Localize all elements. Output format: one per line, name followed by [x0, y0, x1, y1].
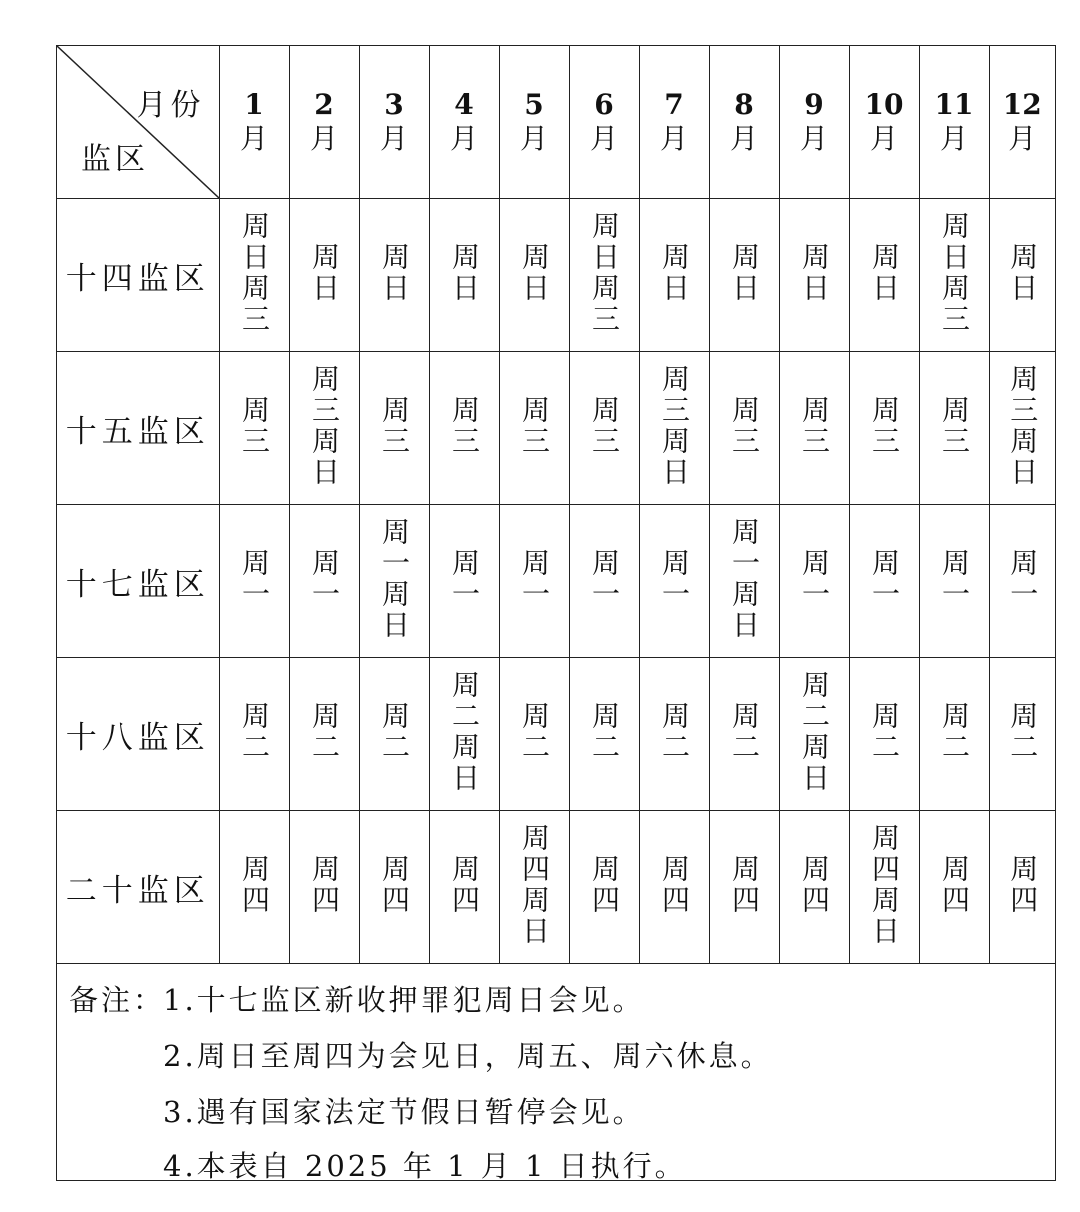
- note-item: 2.周日至周四为会见日，周五、周六休息。: [163, 1039, 773, 1073]
- day-text: 周日: [1006, 242, 1040, 304]
- day-cell: [709, 505, 779, 658]
- day-cell: [989, 658, 1055, 811]
- month-number: 6: [594, 88, 614, 121]
- day-cell: [779, 658, 849, 811]
- day-cell: [499, 199, 569, 352]
- day-text: 周一: [1006, 548, 1040, 610]
- day-cell: [359, 811, 429, 964]
- day-cell: [989, 352, 1055, 505]
- day-text: 周三: [868, 395, 901, 457]
- month-number: 1: [244, 88, 264, 121]
- day-text: 周三: [728, 395, 761, 457]
- month-number: 10: [864, 88, 904, 121]
- day-cell: [499, 505, 569, 658]
- table-row: [57, 352, 1055, 505]
- day-text: 周一: [588, 548, 621, 610]
- month-header-cell: [569, 46, 639, 199]
- area-name-cell: 十八监区: [57, 658, 219, 811]
- day-cell: [709, 352, 779, 505]
- day-cell: [429, 658, 499, 811]
- day-text: 周四: [378, 854, 411, 916]
- day-text: 周三: [238, 395, 271, 457]
- day-text: 周二周日: [448, 670, 481, 794]
- day-cell: [569, 505, 639, 658]
- month-number: 3: [384, 88, 404, 121]
- month-header-cell: [779, 46, 849, 199]
- month-header-cell: [639, 46, 709, 199]
- day-cell: [989, 505, 1055, 658]
- day-cell: [639, 352, 709, 505]
- day-text: 周三周日: [308, 364, 341, 488]
- day-text: 周日: [798, 242, 831, 304]
- day-cell: [709, 658, 779, 811]
- day-cell: [779, 505, 849, 658]
- day-text: 周三周日: [1006, 364, 1040, 488]
- day-text: 周四: [588, 854, 621, 916]
- day-text: 周日: [658, 242, 691, 304]
- month-header-cell: [499, 46, 569, 199]
- month-unit: 月: [939, 122, 968, 155]
- day-cell: [359, 199, 429, 352]
- day-text: 周一: [308, 548, 341, 610]
- month-number: 12: [1002, 88, 1042, 121]
- day-text: 周日: [308, 242, 341, 304]
- month-header-cell: [359, 46, 429, 199]
- notes-prefix: 备注：: [69, 983, 166, 1017]
- month-header-cell: [709, 46, 779, 199]
- day-text: 周一: [798, 548, 831, 610]
- month-unit: 月: [239, 122, 268, 155]
- area-name-cell: 十四监区: [57, 199, 219, 352]
- table-row: [57, 811, 1055, 964]
- area-axis-label: 监区: [81, 142, 149, 177]
- day-text: 周日: [728, 242, 761, 304]
- day-text: 周三周日: [658, 364, 691, 488]
- day-text: 周三: [448, 395, 481, 457]
- day-cell: [569, 352, 639, 505]
- day-text: 周四: [308, 854, 341, 916]
- day-text: 周一: [658, 548, 691, 610]
- day-cell: [779, 811, 849, 964]
- day-cell: [849, 811, 919, 964]
- day-cell: [989, 199, 1055, 352]
- day-cell: [499, 658, 569, 811]
- day-text: 周日: [518, 242, 551, 304]
- day-cell: [779, 352, 849, 505]
- day-cell: [429, 811, 499, 964]
- area-name-cell: 二十监区: [57, 811, 219, 964]
- day-text: 周三: [588, 395, 621, 457]
- day-text: 周日: [378, 242, 411, 304]
- month-unit: 月: [449, 122, 478, 155]
- day-cell: [499, 352, 569, 505]
- day-text: 周四: [238, 854, 271, 916]
- schedule-grid: [57, 46, 1055, 964]
- day-text: 周二: [308, 701, 341, 763]
- day-cell: [289, 658, 359, 811]
- month-unit: 月: [589, 122, 618, 155]
- month-axis-label: 月份: [136, 88, 205, 123]
- day-text: 周二: [238, 701, 271, 763]
- day-cell: [849, 352, 919, 505]
- table-row: [57, 658, 1055, 811]
- day-cell: [569, 199, 639, 352]
- day-cell: [289, 811, 359, 964]
- day-cell: [919, 199, 989, 352]
- visit-schedule-table: [56, 45, 1056, 1181]
- month-unit: 月: [659, 122, 688, 155]
- month-header-cell: [919, 46, 989, 199]
- day-cell: [639, 658, 709, 811]
- month-unit: 月: [309, 122, 338, 155]
- day-cell: [569, 658, 639, 811]
- day-text: 周三: [518, 395, 551, 457]
- day-text: 周二: [378, 701, 411, 763]
- day-text: 周二: [588, 701, 621, 763]
- day-cell: [639, 505, 709, 658]
- note-item: 1.十七监区新收押罪犯周日会见。: [163, 983, 645, 1017]
- day-cell: [849, 658, 919, 811]
- day-cell: [709, 199, 779, 352]
- day-text: 周二: [938, 701, 971, 763]
- day-cell: [919, 352, 989, 505]
- day-cell: [919, 505, 989, 658]
- day-text: 周四: [1006, 854, 1040, 916]
- day-text: 周一: [238, 548, 271, 610]
- day-cell: [359, 352, 429, 505]
- month-number: 11: [934, 88, 974, 121]
- day-cell: [289, 352, 359, 505]
- day-cell: [849, 505, 919, 658]
- day-text: 周二: [868, 701, 901, 763]
- day-cell: [639, 811, 709, 964]
- month-header-cell: [429, 46, 499, 199]
- day-cell: [989, 811, 1055, 964]
- month-header-cell: [219, 46, 289, 199]
- month-number: 4: [454, 88, 474, 121]
- month-header-cell: [989, 46, 1055, 199]
- day-text: 周二: [658, 701, 691, 763]
- day-cell: [569, 811, 639, 964]
- day-cell: [289, 505, 359, 658]
- day-cell: [429, 352, 499, 505]
- day-cell: [709, 811, 779, 964]
- day-cell: [499, 811, 569, 964]
- day-cell: [429, 505, 499, 658]
- day-text: 周四周日: [518, 823, 551, 947]
- day-cell: [919, 811, 989, 964]
- day-text: 周二: [1006, 701, 1040, 763]
- area-name-cell: 十七监区: [57, 505, 219, 658]
- month-unit: 月: [379, 122, 408, 155]
- day-cell: [919, 658, 989, 811]
- month-number: 9: [804, 88, 824, 121]
- day-cell: [639, 199, 709, 352]
- day-text: 周四: [448, 854, 481, 916]
- day-cell: [289, 199, 359, 352]
- month-unit: 月: [729, 122, 758, 155]
- day-text: 周日周三: [938, 211, 971, 335]
- month-unit: 月: [799, 122, 828, 155]
- day-text: 周二: [518, 701, 551, 763]
- day-text: 周日周三: [238, 211, 271, 335]
- note-item: 4.本表自 2025 年 1 月 1 日执行。: [163, 1149, 687, 1183]
- day-text: 周一: [938, 548, 971, 610]
- day-cell: [219, 658, 289, 811]
- day-cell: [359, 658, 429, 811]
- day-text: 周日周三: [588, 211, 621, 335]
- day-text: 周一: [448, 548, 481, 610]
- month-unit: 月: [869, 122, 898, 155]
- day-text: 周一: [518, 548, 551, 610]
- day-text: 周一周日: [728, 517, 761, 641]
- corner-header-cell: [57, 46, 219, 199]
- day-text: 周日: [448, 242, 481, 304]
- month-number: 5: [524, 88, 544, 121]
- day-text: 周三: [938, 395, 971, 457]
- table-row: [57, 505, 1055, 658]
- note-item: 3.遇有国家法定节假日暂停会见。: [163, 1095, 645, 1129]
- day-text: 周一周日: [378, 517, 411, 641]
- month-unit: 月: [519, 122, 548, 155]
- day-text: 周四周日: [868, 823, 901, 947]
- month-number: 2: [314, 88, 334, 121]
- notes-section: [57, 960, 1055, 1183]
- day-text: 周四: [798, 854, 831, 916]
- day-cell: [219, 199, 289, 352]
- month-header-cell: [289, 46, 359, 199]
- day-text: 周四: [658, 854, 691, 916]
- day-text: 周三: [378, 395, 411, 457]
- area-name-cell: 十五监区: [57, 352, 219, 505]
- month-number: 8: [734, 88, 754, 121]
- header-row: [57, 46, 1055, 199]
- table-row: [57, 199, 1055, 352]
- month-header-cell: [849, 46, 919, 199]
- day-text: 周一: [868, 548, 901, 610]
- day-cell: [359, 505, 429, 658]
- month-unit: 月: [1008, 122, 1037, 155]
- day-text: 周四: [728, 854, 761, 916]
- day-cell: [219, 811, 289, 964]
- month-number: 7: [664, 88, 684, 121]
- day-text: 周二: [728, 701, 761, 763]
- day-text: 周三: [798, 395, 831, 457]
- day-text: 周四: [938, 854, 971, 916]
- day-cell: [849, 199, 919, 352]
- day-cell: [219, 505, 289, 658]
- day-cell: [429, 199, 499, 352]
- day-cell: [779, 199, 849, 352]
- day-text: 周日: [868, 242, 901, 304]
- day-cell: [219, 352, 289, 505]
- day-text: 周二周日: [798, 670, 831, 794]
